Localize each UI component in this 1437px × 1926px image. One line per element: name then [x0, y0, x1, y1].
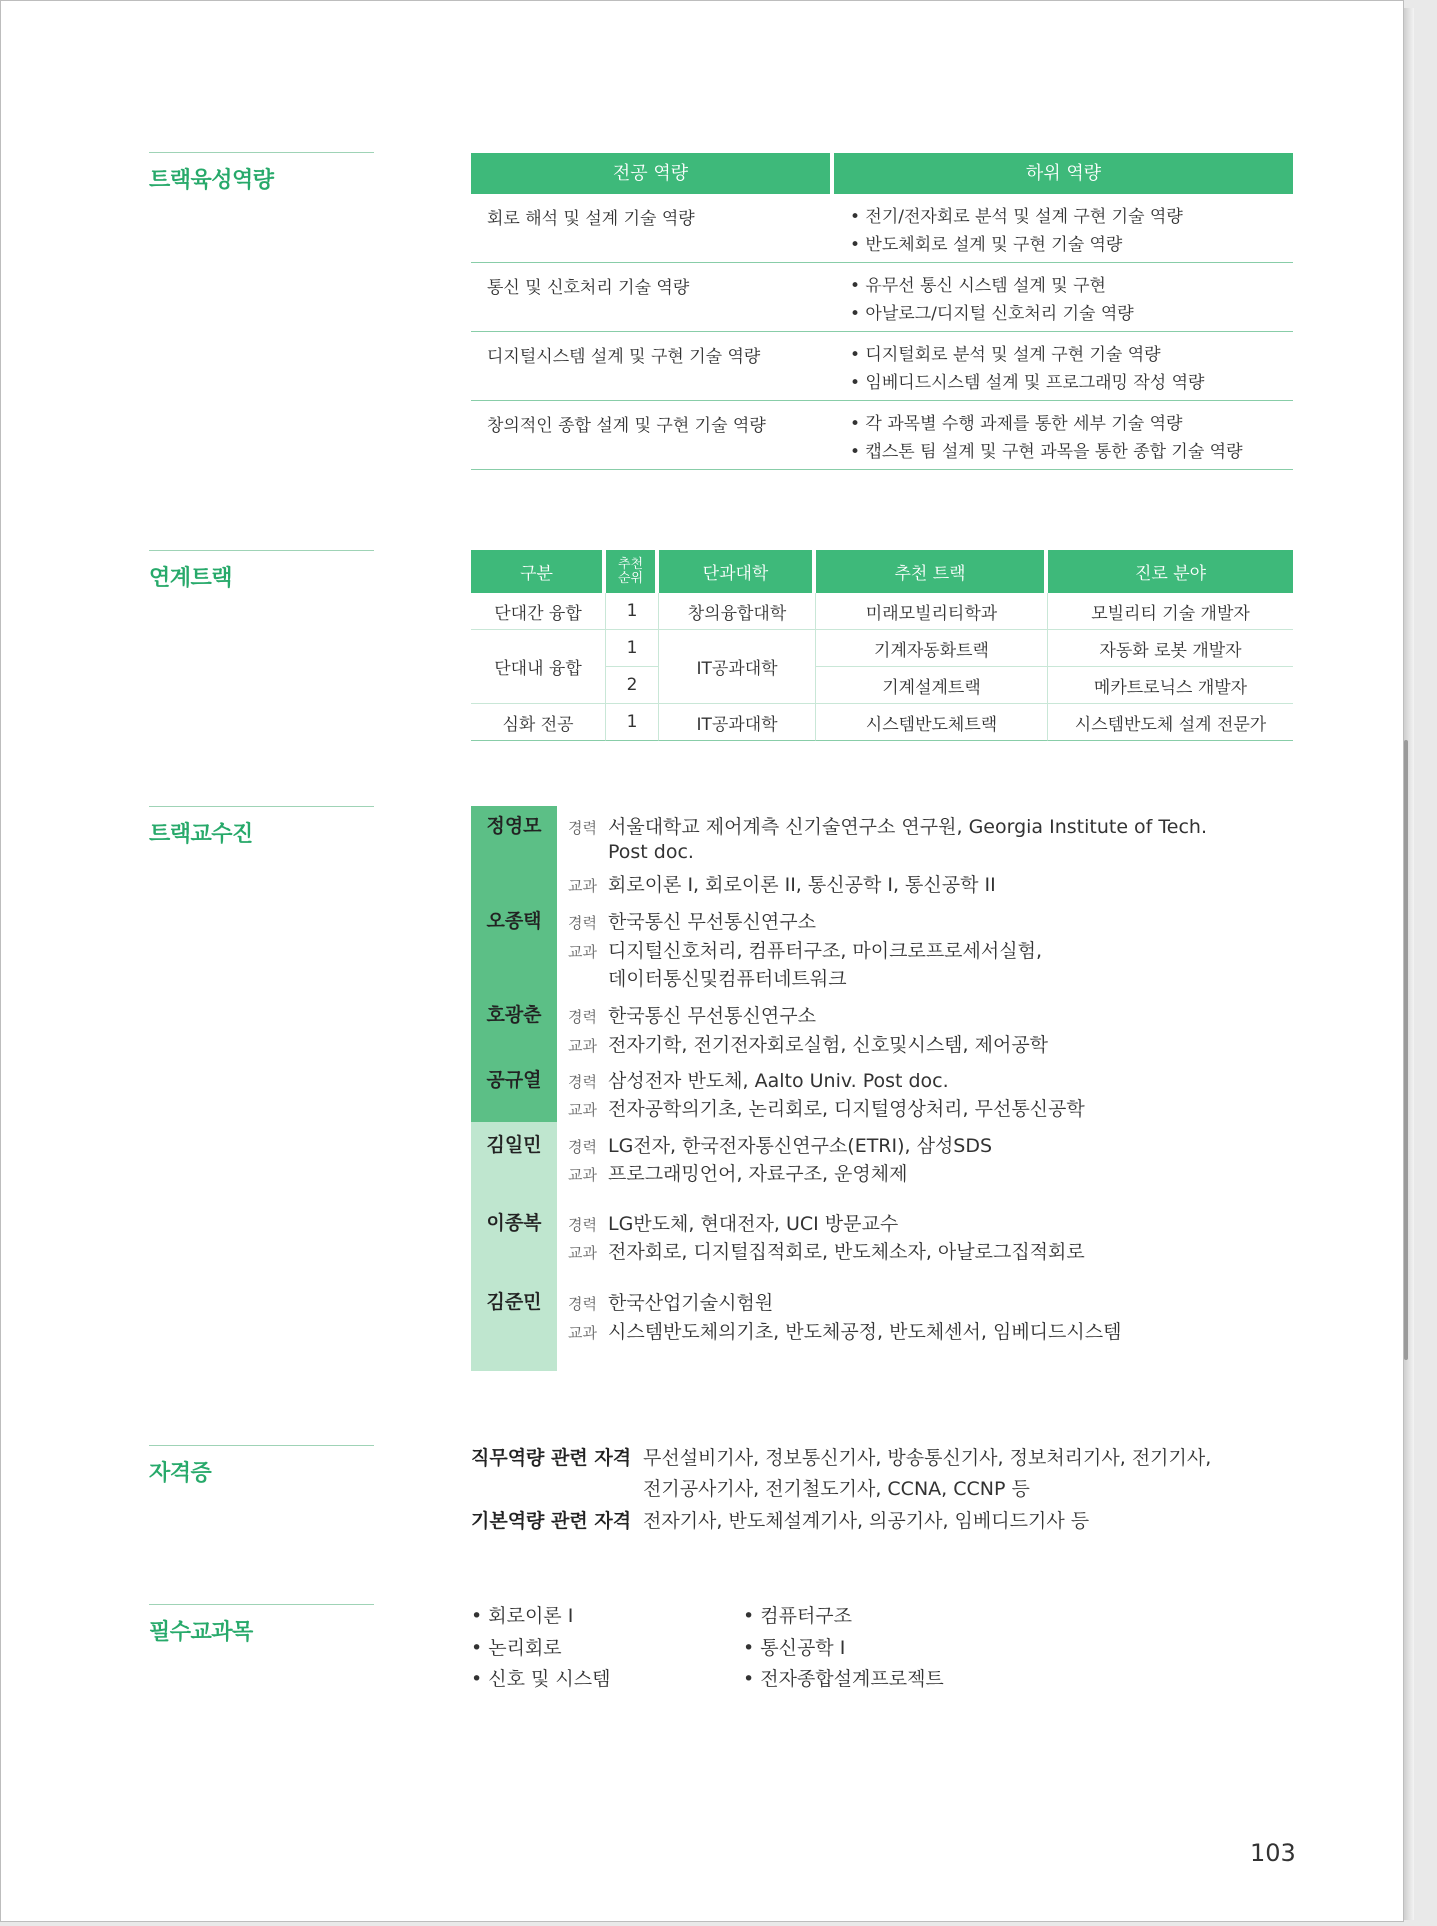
- career-text: 한국통신 무선통신연구소: [608, 1005, 816, 1027]
- faculty-courses: [568, 1030, 1048, 1057]
- courses-tag: 교과: [568, 1037, 597, 1055]
- competency-sub: [834, 332, 1293, 400]
- competency-sub: [834, 263, 1293, 331]
- cell-career: 모빌리티 기술 개발자: [1048, 593, 1293, 630]
- competency-sub-item: • 반도체회로 설계 및 구현 기술 역량: [850, 235, 1123, 255]
- cell-rank: 1: [606, 630, 659, 667]
- scrollbar[interactable]: [1404, 740, 1408, 1360]
- competency-sub: [834, 401, 1293, 469]
- faculty-name: 오종택: [486, 910, 542, 932]
- competency-main: 창의적인 종합 설계 및 구현 기술 역량: [487, 416, 766, 436]
- faculty-strip-light: [471, 1122, 557, 1371]
- competency-table: [471, 153, 1293, 470]
- career-tag: 경력: [568, 1295, 597, 1313]
- competency-row: [471, 263, 1293, 332]
- competency-header-row: [471, 153, 1293, 194]
- courses-text: 디지털신호처리, 컴퓨터구조, 마이크로프로세서실험,: [608, 940, 1042, 962]
- cell-track: 기계설계트랙: [816, 667, 1048, 704]
- list-item: • 통신공학 I: [743, 1637, 846, 1659]
- courses-text: 회로이론 I, 회로이론 II, 통신공학 I, 통신공학 II: [608, 874, 996, 896]
- career-tag: 경력: [568, 819, 597, 837]
- competency-main: 회로 해석 및 설계 기술 역량: [487, 209, 695, 229]
- job-cert-label: 직무역량 관련 자격: [471, 1447, 632, 1469]
- career-text: 삼성전자 반도체, Aalto Univ. Post doc.: [608, 1070, 949, 1092]
- faculty-courses: [568, 1094, 1085, 1121]
- list-item: • 컴퓨터구조: [743, 1605, 853, 1627]
- section-label-linked-track: 연계트랙: [149, 550, 374, 592]
- section-label-certificates: 자격증: [149, 1445, 374, 1487]
- courses-tag: 교과: [568, 1101, 597, 1119]
- courses-tag: 교과: [568, 877, 597, 895]
- competency-sub: [834, 194, 1293, 262]
- faculty-career: [568, 1001, 816, 1028]
- header-type: 구분: [471, 550, 606, 593]
- job-cert-text: 무선설비기사, 정보통신기사, 방송통신기사, 정보처리기사, 전기기사,: [643, 1447, 1212, 1469]
- cell-career: 자동화 로봇 개발자: [1048, 630, 1293, 667]
- faculty-career: [568, 1288, 773, 1315]
- cell-college: IT공과대학: [659, 704, 816, 741]
- faculty-career: [568, 907, 816, 934]
- faculty-career-cont: Post doc.: [608, 841, 694, 863]
- courses-text: 전자기학, 전기전자회로실험, 신호및시스템, 제어공학: [608, 1034, 1049, 1056]
- faculty-courses-cont: 데이터통신및컴퓨터네트워크: [608, 968, 847, 990]
- section-label-required-courses: 필수교과목: [149, 1604, 374, 1646]
- faculty-career: [568, 1131, 992, 1158]
- cell-type: 단대내 융합: [471, 630, 606, 704]
- basic-cert-text: 전자기사, 반도체설계기사, 의공기사, 임베디드기사 등: [643, 1510, 1090, 1532]
- page-number: 103: [1250, 1839, 1296, 1867]
- career-text: 한국통신 무선통신연구소: [608, 911, 816, 933]
- table-row: [471, 593, 1293, 630]
- courses-text: 전자회로, 디지털집적회로, 반도체소자, 아날로그집적회로: [608, 1241, 1085, 1263]
- cell-college: 창의융합대학: [659, 593, 816, 630]
- list-item: • 논리회로: [471, 1637, 562, 1659]
- cell-track: 시스템반도체트랙: [816, 704, 1048, 741]
- courses-tag: 교과: [568, 1166, 597, 1184]
- faculty-courses: [568, 1317, 1121, 1344]
- faculty-courses: [568, 936, 1042, 963]
- competency-sub-item: • 유무선 통신 시스템 설계 및 구현: [850, 276, 1106, 296]
- courses-tag: 교과: [568, 943, 597, 961]
- cell-rank: 2: [606, 667, 659, 704]
- competency-main: 디지털시스템 설계 및 구현 기술 역량: [487, 347, 761, 367]
- cell-career: 시스템반도체 설계 전문가: [1048, 704, 1293, 741]
- competency-sub-item: • 임베디드시스템 설계 및 프로그래밍 작성 역량: [850, 373, 1205, 393]
- faculty-name: 김일민: [486, 1134, 542, 1156]
- linked-track-header-row: [471, 550, 1293, 593]
- faculty-career: [568, 1066, 949, 1093]
- competency-header-sub: 하위 역량: [834, 153, 1293, 194]
- cell-type: 심화 전공: [471, 704, 606, 741]
- header-rank: [606, 550, 659, 593]
- faculty-courses: [568, 870, 996, 897]
- career-tag: 경력: [568, 1216, 597, 1234]
- competency-row: [471, 194, 1293, 263]
- competency-sub-item: • 디지털회로 분석 및 설계 구현 기술 역량: [850, 345, 1161, 365]
- competency-row: [471, 401, 1293, 470]
- section-label-track-competency: 트랙육성역량: [149, 152, 374, 194]
- career-text: 한국산업기술시험원: [608, 1292, 774, 1314]
- header-career: 진로 분야: [1048, 550, 1293, 593]
- header-rank-line1: 추천: [617, 556, 644, 572]
- section-label-faculty: 트랙교수진: [149, 806, 374, 848]
- cell-college: IT공과대학: [659, 630, 816, 704]
- faculty-career: [568, 812, 1207, 839]
- faculty-name: 김준민: [486, 1291, 542, 1313]
- header-rank-line2: 순위: [617, 570, 644, 586]
- list-item: • 신호 및 시스템: [471, 1668, 611, 1690]
- cell-track: 미래모빌리티학과: [816, 593, 1048, 630]
- basic-cert-label: 기본역량 관련 자격: [471, 1510, 632, 1532]
- career-text: LG반도체, 현대전자, UCI 방문교수: [608, 1213, 899, 1235]
- faculty-name: 호광춘: [486, 1004, 542, 1026]
- faculty-name: 이종복: [486, 1212, 542, 1234]
- cell-career: 메카트로닉스 개발자: [1048, 667, 1293, 704]
- career-tag: 경력: [568, 1138, 597, 1156]
- faculty-career: [568, 1209, 898, 1236]
- courses-text: 프로그래밍언어, 자료구조, 운영체제: [608, 1163, 908, 1185]
- header-track: 추천 트랙: [816, 550, 1048, 593]
- faculty-courses: [568, 1159, 907, 1186]
- cell-rank: 1: [606, 704, 659, 741]
- table-row: [471, 630, 1293, 667]
- career-tag: 경력: [568, 1073, 597, 1091]
- list-item: • 회로이론 I: [471, 1605, 574, 1627]
- competency-header-major: 전공 역량: [471, 153, 830, 194]
- courses-tag: 교과: [568, 1324, 597, 1342]
- courses-tag: 교과: [568, 1244, 597, 1262]
- cell-track: 기계자동화트랙: [816, 630, 1048, 667]
- career-text: LG전자, 한국전자통신연구소(ETRI), 삼성SDS: [608, 1135, 993, 1157]
- cell-rank: 1: [606, 593, 659, 630]
- faculty-name: 정영모: [486, 815, 542, 837]
- competency-sub-item: • 각 과목별 수행 과제를 통한 세부 기술 역량: [850, 414, 1183, 434]
- competency-sub-item: • 아날로그/디지털 신호처리 기술 역량: [850, 304, 1134, 324]
- competency-sub-item: • 캡스톤 팀 설계 및 구현 과목을 통한 종합 기술 역량: [850, 442, 1243, 462]
- linked-track-table: [471, 550, 1293, 741]
- courses-text: 전자공학의기초, 논리회로, 디지털영상처리, 무선통신공학: [608, 1098, 1085, 1120]
- competency-sub-item: • 전기/전자회로 분석 및 설계 구현 기술 역량: [850, 207, 1183, 227]
- faculty-courses: [568, 1237, 1085, 1264]
- career-tag: 경력: [568, 1008, 597, 1026]
- competency-main: 통신 및 신호처리 기술 역량: [487, 278, 690, 298]
- table-row: [471, 704, 1293, 741]
- header-college: 단과대학: [659, 550, 816, 593]
- list-item: • 전자종합설계프로젝트: [743, 1668, 944, 1690]
- cell-type: 단대간 융합: [471, 593, 606, 630]
- job-cert-text-cont: 전기공사기사, 전기철도기사, CCNA, CCNP 등: [643, 1478, 1030, 1500]
- courses-text: 시스템반도체의기초, 반도체공정, 반도체센서, 임베디드시스템: [608, 1321, 1122, 1343]
- career-text: 서울대학교 제어계측 신기술연구소 연구원, Georgia Institute of Tech.: [608, 816, 1207, 838]
- career-tag: 경력: [568, 914, 597, 932]
- faculty-name: 공규열: [486, 1069, 542, 1091]
- competency-row: [471, 332, 1293, 401]
